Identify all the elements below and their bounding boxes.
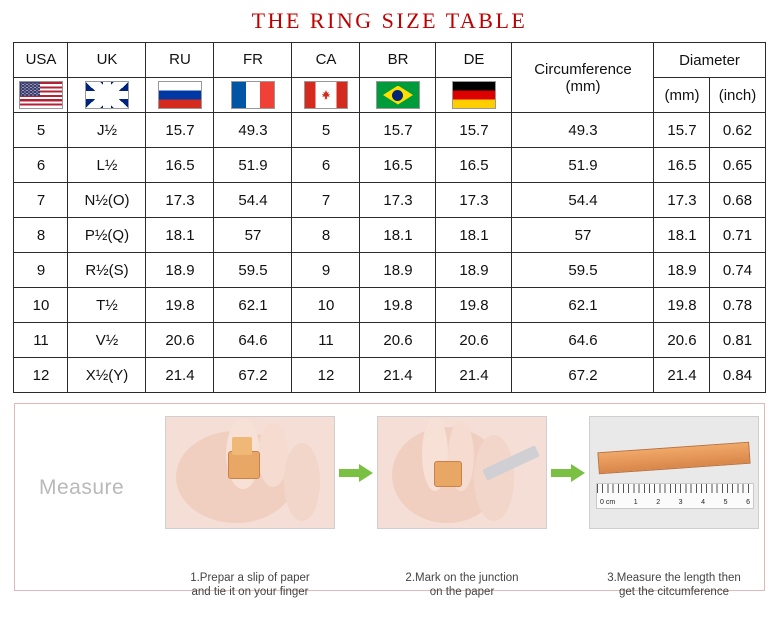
cell-ru: 18.1 [146,218,214,253]
cell-diameter-mm: 21.4 [654,358,710,393]
ruler-measuring-paper-photo [589,416,759,529]
measure-instructions-panel [14,403,765,598]
header-circumference-line1: Circumference [534,60,632,78]
cell-de: 17.3 [436,183,512,218]
header-diameter-mm: (mm) [654,78,710,113]
cell-ru: 15.7 [146,113,214,148]
cell-circumference: 51.9 [512,148,654,183]
uk-flag-cell [68,78,146,113]
table-row [14,183,765,218]
ruler-number: 2 [656,499,661,506]
cell-fr: 57 [214,218,292,253]
cell-circumference: 64.6 [512,323,654,358]
cell-diameter-mm: 15.7 [654,113,710,148]
cell-de: 19.8 [436,288,512,323]
cell-uk: X½(Y) [68,358,146,393]
hand-with-paper-strip-photo [165,416,335,529]
header-circumference-line2: (mm) [565,77,601,95]
page-title: THE RING SIZE TABLE [251,8,528,33]
cell-uk: R½(S) [68,253,146,288]
cell-fr: 51.9 [214,148,292,183]
cell-uk: J½ [68,113,146,148]
cell-ru: 20.6 [146,323,214,358]
cell-ru: 19.8 [146,288,214,323]
table-row [14,148,765,183]
cell-ca: 5 [292,113,360,148]
measure-step-1 [165,416,335,599]
cell-diameter-inch: 0.71 [710,218,765,253]
header-br: BR [360,43,436,78]
cell-usa: 5 [14,113,68,148]
table-row [14,113,765,148]
header-ru: RU [146,43,214,78]
cell-uk: P½(Q) [68,218,146,253]
cell-diameter-inch: 0.68 [710,183,765,218]
russia-flag-cell [146,78,214,113]
uk-flag-icon [85,81,129,109]
cell-diameter-inch: 0.81 [710,323,765,358]
header-de: DE [436,43,512,78]
brazil-flag-icon [376,81,420,109]
cell-uk: N½(O) [68,183,146,218]
ruler-ticks [597,484,753,493]
cell-circumference: 54.4 [512,183,654,218]
cell-de: 16.5 [436,148,512,183]
ruler-number: 1 [633,499,638,506]
table-header-codes [14,43,765,78]
cell-circumference: 62.1 [512,288,654,323]
ruler-number: 6 [746,499,750,506]
measure-step-1-caption [165,571,335,599]
cell-de: 20.6 [436,323,512,358]
caption-line-2: get the citcumference [619,586,729,598]
header-uk: UK [68,43,146,78]
ruler-number: 3 [678,499,683,506]
cell-ca: 10 [292,288,360,323]
cell-diameter-inch: 0.84 [710,358,765,393]
cell-diameter-mm: 16.5 [654,148,710,183]
ruler [596,483,754,509]
measure-step-3-caption [589,571,759,599]
measure-step-2 [377,416,547,599]
cell-fr: 64.6 [214,323,292,358]
cell-ca: 9 [292,253,360,288]
cell-br: 16.5 [360,148,436,183]
header-ca: CA [292,43,360,78]
ruler-numbers [597,499,753,506]
cell-br: 18.1 [360,218,436,253]
cell-br: 20.6 [360,323,436,358]
cell-fr: 59.5 [214,253,292,288]
caption-line-1: 1.Prepar a slip of paper [190,572,310,584]
table-row [14,288,765,323]
cell-diameter-inch: 0.78 [710,288,765,323]
cell-circumference: 49.3 [512,113,654,148]
cell-ru: 17.3 [146,183,214,218]
arrow-right-icon-2 [547,416,589,529]
measure-step-2-caption [377,571,547,599]
caption-line-1: 2.Mark on the junction [405,572,519,584]
cell-usa: 10 [14,288,68,323]
cell-de: 15.7 [436,113,512,148]
ruler-number: 5 [723,499,728,506]
header-circumference [512,43,654,113]
cell-usa: 8 [14,218,68,253]
table-row [14,358,765,393]
cell-diameter-inch: 0.74 [710,253,765,288]
cell-diameter-inch: 0.65 [710,148,765,183]
cell-diameter-inch: 0.62 [710,113,765,148]
cell-usa: 11 [14,323,68,358]
cell-ca: 12 [292,358,360,393]
cell-ca: 8 [292,218,360,253]
cell-usa: 6 [14,148,68,183]
header-diameter: Diameter [654,43,765,78]
cell-uk: L½ [68,148,146,183]
cell-br: 15.7 [360,113,436,148]
caption-line-1: 3.Measure the length then [607,572,741,584]
cell-ru: 16.5 [146,148,214,183]
cell-ru: 21.4 [146,358,214,393]
arrow-right-icon-1 [335,416,377,529]
cell-ca: 11 [292,323,360,358]
cell-br: 17.3 [360,183,436,218]
measure-steps [165,416,759,599]
table-row [14,323,765,358]
cell-ru: 18.9 [146,253,214,288]
france-flag-cell [214,78,292,113]
cell-circumference: 59.5 [512,253,654,288]
cell-diameter-mm: 20.6 [654,323,710,358]
cell-diameter-mm: 17.3 [654,183,710,218]
brazil-flag-cell [360,78,436,113]
ruler-number: 4 [701,499,706,506]
cell-br: 18.9 [360,253,436,288]
cell-diameter-mm: 18.1 [654,218,710,253]
caption-line-2: and tie it on your finger [191,586,309,598]
ring-size-table [13,42,765,393]
germany-flag-icon [452,81,496,109]
france-flag-icon [231,81,275,109]
cell-br: 19.8 [360,288,436,323]
germany-flag-cell [436,78,512,113]
cell-diameter-mm: 19.8 [654,288,710,323]
cell-diameter-mm: 18.9 [654,253,710,288]
cell-de: 21.4 [436,358,512,393]
header-fr: FR [214,43,292,78]
table-row [14,253,765,288]
table-row [14,218,765,253]
header-usa: USA [14,43,68,78]
cell-ca: 7 [292,183,360,218]
cell-br: 21.4 [360,358,436,393]
usa-flag-cell [14,78,68,113]
usa-flag-icon [19,81,63,109]
measure-step-3 [589,416,759,599]
paper-strip [597,442,750,475]
caption-line-2: on the paper [429,586,495,598]
table-body [14,113,765,393]
cell-fr: 54.4 [214,183,292,218]
cell-de: 18.1 [436,218,512,253]
cell-usa: 9 [14,253,68,288]
header-diameter-inch: (inch) [710,78,765,113]
measure-label: Measure [39,476,125,499]
cell-uk: T½ [68,288,146,323]
cell-ca: 6 [292,148,360,183]
russia-flag-icon [158,81,202,109]
cell-usa: 7 [14,183,68,218]
cell-uk: V½ [68,323,146,358]
cell-de: 18.9 [436,253,512,288]
cell-fr: 49.3 [214,113,292,148]
cell-circumference: 67.2 [512,358,654,393]
cell-fr: 62.1 [214,288,292,323]
cell-circumference: 57 [512,218,654,253]
cell-usa: 12 [14,358,68,393]
hand-marking-paper-photo [377,416,547,529]
cell-fr: 67.2 [214,358,292,393]
canada-flag-icon [304,81,348,109]
ruler-number: 0 cm [600,499,616,506]
canada-flag-cell [292,78,360,113]
